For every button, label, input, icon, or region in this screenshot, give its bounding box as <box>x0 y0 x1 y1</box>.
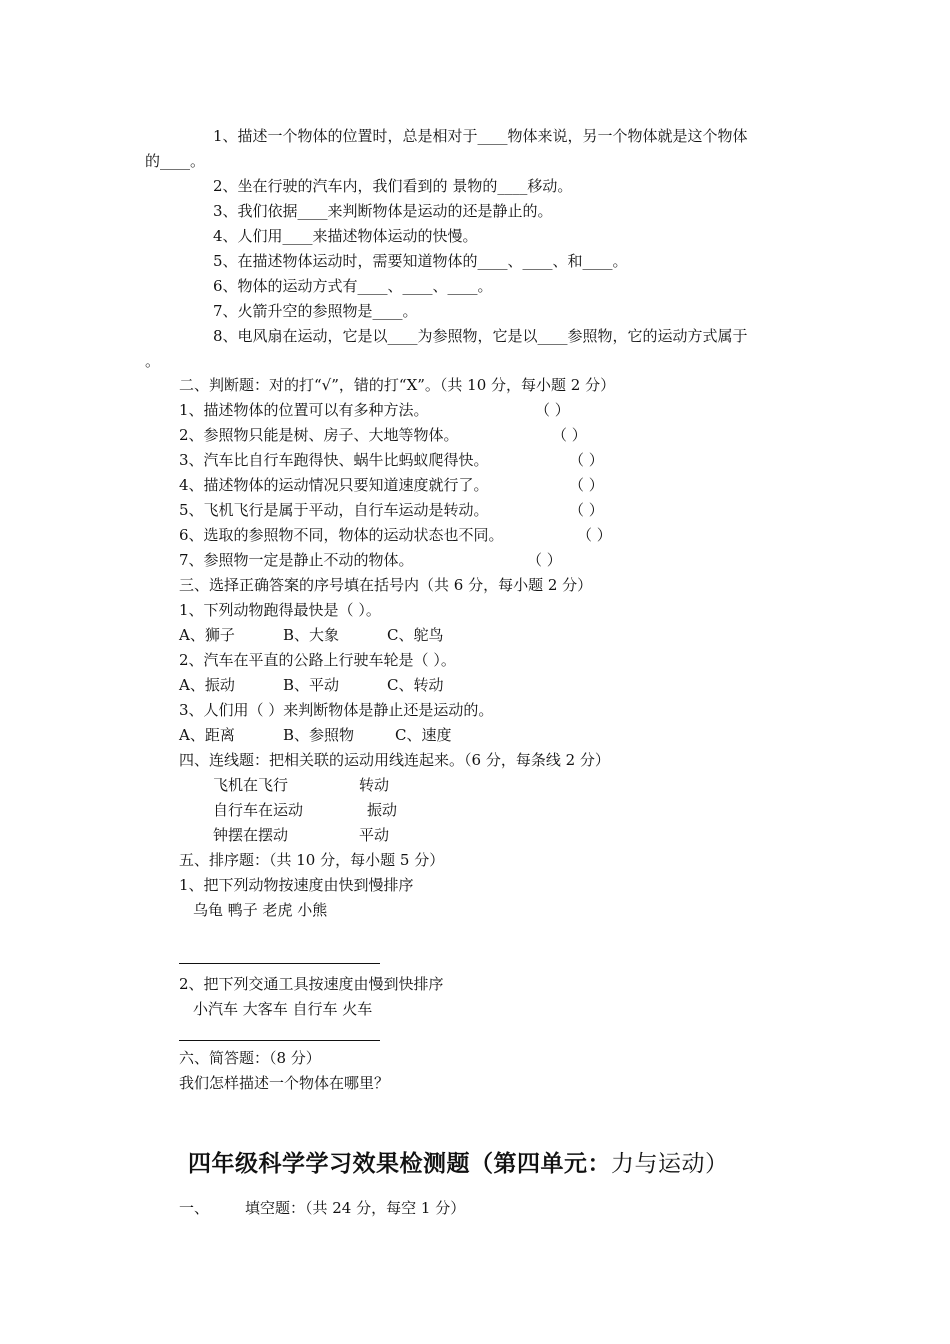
match-left-item: 钟摆在摆动 <box>213 826 289 844</box>
tf-item: 7、参照物一定是静止不动的物体。 <box>179 551 414 569</box>
tf-answer-paren: （ ） <box>569 451 604 469</box>
part1-heading: 填空题：（共 24 分，每空 1 分） <box>245 1199 466 1217</box>
order-q1-items: 乌龟 鸭子 老虎 小熊 <box>193 901 328 919</box>
fill-q4: 4、人们用____来描述物体运动的快慢。 <box>213 227 478 245</box>
tf-answer-paren: （ ） <box>569 501 604 519</box>
mc-option-b: B、平动 <box>283 676 340 694</box>
section5-heading: 五、排序题：（共 10 分，每小题 5 分） <box>179 851 445 869</box>
section4-heading: 四、连线题：把相关联的运动用线连起来。（6 分，每条线 2 分） <box>179 751 610 769</box>
fill-q8-line2: 。 <box>145 352 161 370</box>
answer-line <box>179 963 380 964</box>
match-left-item: 飞机在飞行 <box>213 776 289 794</box>
mc-option-c: C、速度 <box>395 726 452 744</box>
part1-number: 一、 <box>179 1199 210 1217</box>
exam-title-bold: 四年级科学学习效果检测题（第四单元： <box>188 1151 611 1177</box>
mc-question: 2、汽车在平直的公路上行驶车轮是（ ）。 <box>179 651 456 669</box>
exam-title <box>188 1153 729 1176</box>
tf-item: 6、选取的参照物不同，物体的运动状态也不同。 <box>179 526 504 544</box>
section6-heading: 六、简答题：（8 分） <box>179 1049 321 1067</box>
mc-option-c: C、转动 <box>387 676 444 694</box>
match-right-item: 振动 <box>367 801 398 819</box>
exam-title-topic: 力与运动） <box>611 1151 729 1177</box>
mc-option-b: B、参照物 <box>283 726 355 744</box>
fill-q2: 2、坐在行驶的汽车内，我们看到的 景物的____移动。 <box>213 177 573 195</box>
tf-answer-paren: （ ） <box>527 551 562 569</box>
tf-item: 4、描述物体的运动情况只要知道速度就行了。 <box>179 476 489 494</box>
mc-option-b: B、大象 <box>283 626 340 644</box>
match-left-item: 自行车在运动 <box>213 801 304 819</box>
fill-q3: 3、我们依据____来判断物体是运动的还是静止的。 <box>213 202 553 220</box>
fill-q5: 5、在描述物体运动时，需要知道物体的____、____、和____。 <box>213 252 628 270</box>
section2-heading: 二、判断题：对的打“√”，错的打“X”。（共 10 分，每小题 2 分） <box>179 376 616 394</box>
tf-answer-paren: （ ） <box>577 526 612 544</box>
answer-line <box>179 1040 380 1041</box>
mc-option-c: C、鸵鸟 <box>387 626 444 644</box>
fill-q1-line1: 1、描述一个物体的位置时，总是相对于____物体来说，另一个物体就是这个物体 <box>213 127 748 145</box>
order-q2-items: 小汽车 大客车 自行车 火车 <box>193 1000 373 1018</box>
short-answer-question: 我们怎样描述一个物体在哪里？ <box>179 1074 390 1092</box>
tf-answer-paren: （ ） <box>535 401 570 419</box>
order-q1: 1、把下列动物按速度由快到慢排序 <box>179 876 414 894</box>
tf-item: 5、飞机飞行是属于平动，自行车运动是转动。 <box>179 501 489 519</box>
mc-question: 3、人们用（ ）来判断物体是静止还是运动的。 <box>179 701 494 719</box>
mc-option-a: A、距离 <box>179 726 235 744</box>
section3-heading: 三、选择正确答案的序号填在括号内（共 6 分，每小题 2 分） <box>179 576 593 594</box>
tf-item: 1、描述物体的位置可以有多种方法。 <box>179 401 429 419</box>
fill-q8-line1: 8、电风扇在运动，它是以____为参照物，它是以____参照物，它的运动方式属于 <box>213 327 748 345</box>
mc-option-a: A、狮子 <box>179 626 235 644</box>
fill-q6: 6、物体的运动方式有____、____、____。 <box>213 277 493 295</box>
mc-option-a: A、振动 <box>179 676 235 694</box>
match-right-item: 平动 <box>359 826 390 844</box>
tf-answer-paren: （ ） <box>569 476 604 494</box>
tf-item: 2、参照物只能是树、房子、大地等物体。 <box>179 426 459 444</box>
tf-item: 3、汽车比自行车跑得快、蜗牛比蚂蚁爬得快。 <box>179 451 489 469</box>
mc-question: 1、下列动物跑得最快是（ ）。 <box>179 601 381 619</box>
order-q2: 2、把下列交通工具按速度由慢到快排序 <box>179 975 444 993</box>
fill-q1-line2: 的____。 <box>145 152 206 170</box>
tf-answer-paren: （ ） <box>552 426 587 444</box>
fill-q7: 7、火箭升空的参照物是____。 <box>213 302 418 320</box>
match-right-item: 转动 <box>359 776 390 794</box>
